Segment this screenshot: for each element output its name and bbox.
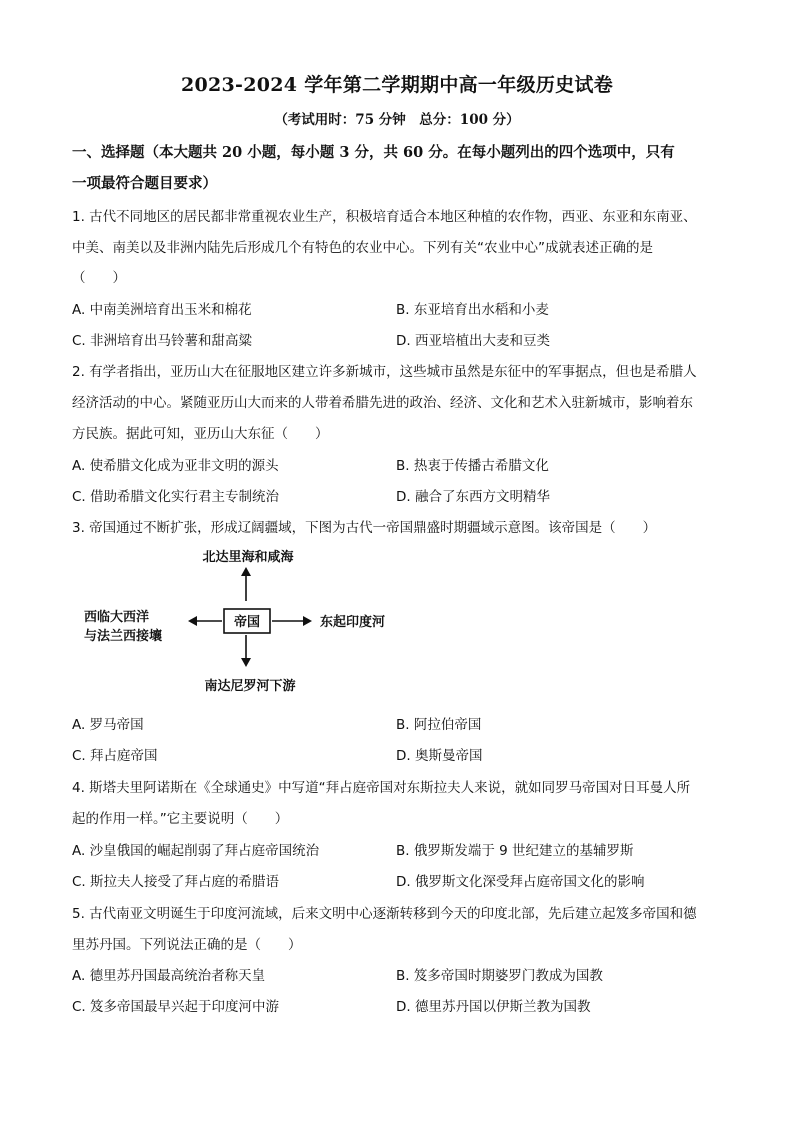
diagram-east-label: 东起印度河 — [320, 615, 386, 630]
option-d: D. 西亚培植出大麦和豆类 — [396, 333, 550, 349]
option-d: D. 俄罗斯文化深受拜占庭帝国文化的影响 — [396, 874, 645, 890]
question-2-text: 2. 有学者指出，亚历山大在征服地区建立许多新城市，这些城市虽然是东征中的军事据点，但也是希腊人 — [72, 364, 697, 380]
option-b: B. 阿拉伯帝国 — [396, 717, 482, 733]
empire-territory-diagram — [80, 543, 410, 693]
option-c: C. 借助希腊文化实行君主专制统治 — [72, 489, 280, 505]
option-a: A. 使希腊文化成为亚非文明的源头 — [72, 458, 279, 474]
question-1-text: （ ） — [72, 270, 126, 286]
option-a: A. 沙皇俄国的崛起削弱了拜占庭帝国统治 — [72, 843, 320, 859]
diagram-south-label: 南达尼罗河下游 — [204, 679, 296, 693]
question-1-text: 中美、南美以及非洲内陆先后形成几个有特色的农业中心。下列有关“农业中心”成就表述正确的是 — [72, 240, 653, 256]
arrow-south-head — [241, 658, 251, 667]
option-c: C. 斯拉夫人接受了拜占庭的希腊语 — [72, 874, 280, 890]
option-c: C. 拜占庭帝国 — [72, 748, 158, 764]
question-1-text: 1. 古代不同地区的居民都非常重视农业生产，积极培育适合本地区种植的农作物，西亚、东亚和东南亚、 — [72, 209, 697, 225]
option-b: B. 东亚培育出水稻和小麦 — [396, 302, 549, 318]
option-a: A. 罗马帝国 — [72, 717, 144, 733]
option-d: D. 融合了东西方文明精华 — [396, 489, 550, 505]
option-c: C. 笈多帝国最早兴起于印度河中游 — [72, 999, 280, 1015]
option-d: D. 德里苏丹国以伊斯兰教为国教 — [396, 999, 591, 1015]
question-5-text: 5. 古代南亚文明诞生于印度河流域，后来文明中心逐渐转移到今天的印度北部，先后建立起笈多帝国和德 — [72, 906, 697, 922]
section-heading-cont: 一项最符合题目要求） — [72, 175, 217, 192]
option-b: B. 俄罗斯发端于 9 世纪建立的基辅罗斯 — [396, 843, 634, 859]
page-title: 2023-2024 学年第二学期期中高一年级历史试卷 — [180, 74, 614, 96]
diagram-north-label: 北达里海和咸海 — [202, 550, 294, 565]
diagram-west-label-2: 与法兰西接壤 — [84, 629, 163, 644]
diagram-west-label-1: 西临大西洋 — [84, 610, 150, 625]
arrow-east-head — [303, 616, 312, 626]
question-4-text: 起的作用一样。”它主要说明（ ） — [72, 811, 289, 827]
arrow-west-head — [188, 616, 197, 626]
option-d: D. 奥斯曼帝国 — [396, 748, 483, 764]
section-heading: 一、选择题（本大题共 20 小题，每小题 3 分，共 60 分。在每小题列出的四个选项中，只有 — [72, 144, 675, 161]
option-b: B. 热衷于传播古希腊文化 — [396, 458, 549, 474]
exam-info: （考试用时：75 分钟 总分：100 分） — [274, 112, 520, 128]
option-a: A. 中南美洲培育出玉米和棉花 — [72, 302, 252, 318]
option-c: C. 非洲培育出马铃薯和甜高粱 — [72, 333, 253, 349]
arrow-north-head — [241, 567, 251, 576]
question-4-text: 4. 斯塔夫里阿诺斯在《全球通史》中写道“拜占庭帝国对东斯拉夫人来说，就如同罗马帝国对日耳曼人所 — [72, 780, 691, 796]
question-5-text: 里苏丹国。下列说法正确的是（ ） — [72, 937, 302, 953]
option-a: A. 德里苏丹国最高统治者称天皇 — [72, 968, 266, 984]
question-3-text: 3. 帝国通过不断扩张，形成辽阔疆域，下图为古代一帝国鼎盛时期疆域示意图。该帝国是（ ） — [72, 520, 657, 536]
diagram-center-label: 帝国 — [233, 615, 261, 630]
question-2-text: 经济活动的中心。紧随亚历山大而来的人带着希腊先进的政治、经济、文化和艺术入驻新城市，影响着东 — [72, 395, 693, 411]
option-b: B. 笈多帝国时期婆罗门教成为国教 — [396, 968, 603, 984]
question-2-text: 方民族。据此可知，亚历山大东征（ ） — [72, 426, 329, 442]
